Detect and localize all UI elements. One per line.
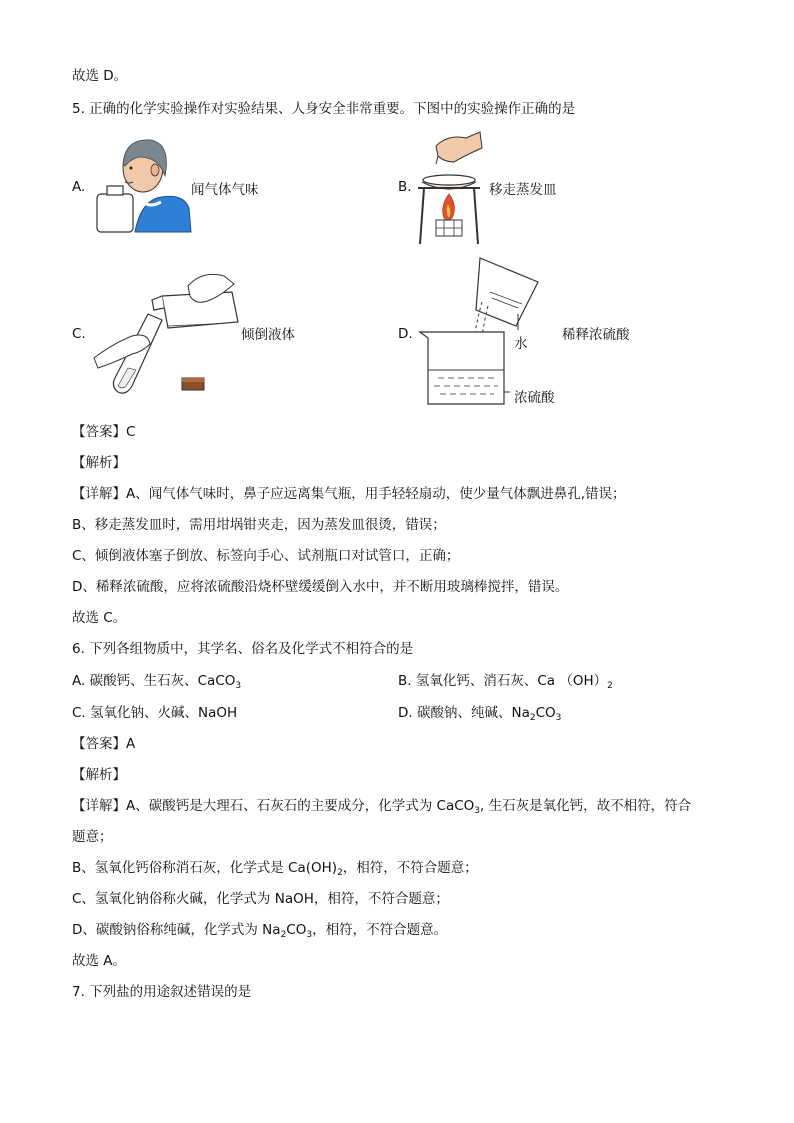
q5-analysis-heading: 【解析】 [72, 455, 126, 471]
q5-detail-c: C、倾倒液体塞子倒放、标签向手心、试剂瓶口对试管口，正确； [72, 548, 460, 564]
pouring-liquid-illustration [92, 266, 242, 398]
prev-conclusion: 故选 D。 [72, 68, 128, 84]
q5-answer: 【答案】C [72, 424, 136, 440]
q6-option-d: D. 碳酸钠、纯碱、$Na_2CO_3$ [398, 705, 562, 723]
q5-option-a-letter: A. [72, 179, 86, 195]
q5-option-d-label: 稀释浓硫酸 [562, 327, 630, 343]
q6-conclusion: 故选 A。 [72, 953, 127, 969]
q6-option-c: C. 氢氧化钠、火碱、NaOH [72, 705, 238, 721]
question-6-stem: 6. 下列各组物质中，其学名、俗名及化学式不相符合的是 [72, 641, 414, 657]
q5-conclusion: 故选 C。 [72, 610, 127, 626]
q6-answer: 【答案】A [72, 736, 136, 752]
q5-option-d-acid-label: 浓硫酸 [514, 390, 555, 406]
q6-detail-c: C、氢氧化钠俗称火碱，化学式为 NaOH，相符，不符合题意； [72, 891, 449, 907]
q6-analysis-heading: 【解析】 [72, 767, 126, 783]
q5-option-b-label: 移走蒸发皿 [489, 182, 557, 198]
smell-gas-illustration [95, 136, 195, 236]
evaporating-dish-illustration [414, 132, 484, 248]
q6-detail-d: D、碳酸钠俗称纯碱，化学式为 $Na_2CO_3$，相符，不符合题意。 [72, 922, 448, 940]
question-5-stem: 5. 正确的化学实验操作对实验结果、人身安全非常重要。下图中的实验操作正确的是 [72, 101, 576, 117]
q5-detail-b: B、移走蒸发皿时，需用坩埚钳夹走，因为蒸发皿很烫，错误； [72, 517, 446, 533]
q5-option-c-letter: C. [72, 326, 86, 342]
q5-option-b-letter: B. [398, 179, 412, 195]
q5-detail-d: D、稀释浓硫酸，应将浓硫酸沿烧杯壁缓缓倒入水中，并不断用玻璃棒搅拌，错误。 [72, 579, 569, 595]
q6-detail-b: B、氢氧化钙俗称消石灰，化学式是 $Ca(OH)_2$，相符，不符合题意； [72, 860, 478, 878]
dilute-acid-illustration [418, 258, 518, 408]
q6-detail-a: 【详解】A、碳酸钙是大理石、石灰石的主要成分，化学式为 CaCO$_3$, 生石灰是氧化钙，故不相符，符合 [72, 798, 692, 816]
q5-detail-a: 【详解】A、闻气体气味时，鼻子应远离集气瓶，用手轻轻扇动，使少量气体飘进鼻孔,错误； [72, 486, 626, 502]
q6-detail-a-cont: 题意； [72, 829, 113, 845]
q5-option-a-label: 闻气体气味 [191, 182, 259, 198]
q5-option-d-letter: D. [398, 326, 413, 342]
q5-option-c-label: 倾倒液体 [241, 327, 295, 343]
q5-option-d-water-label: 水 [514, 336, 528, 352]
question-7-stem: 7. 下列盐的用途叙述错误的是 [72, 984, 252, 1000]
q6-option-a: A. 碳酸钙、生石灰、CaCO$_3$ [72, 673, 242, 691]
q6-option-b: B. 氢氧化钙、消石灰、Ca $(OH)_2$ [398, 673, 613, 691]
